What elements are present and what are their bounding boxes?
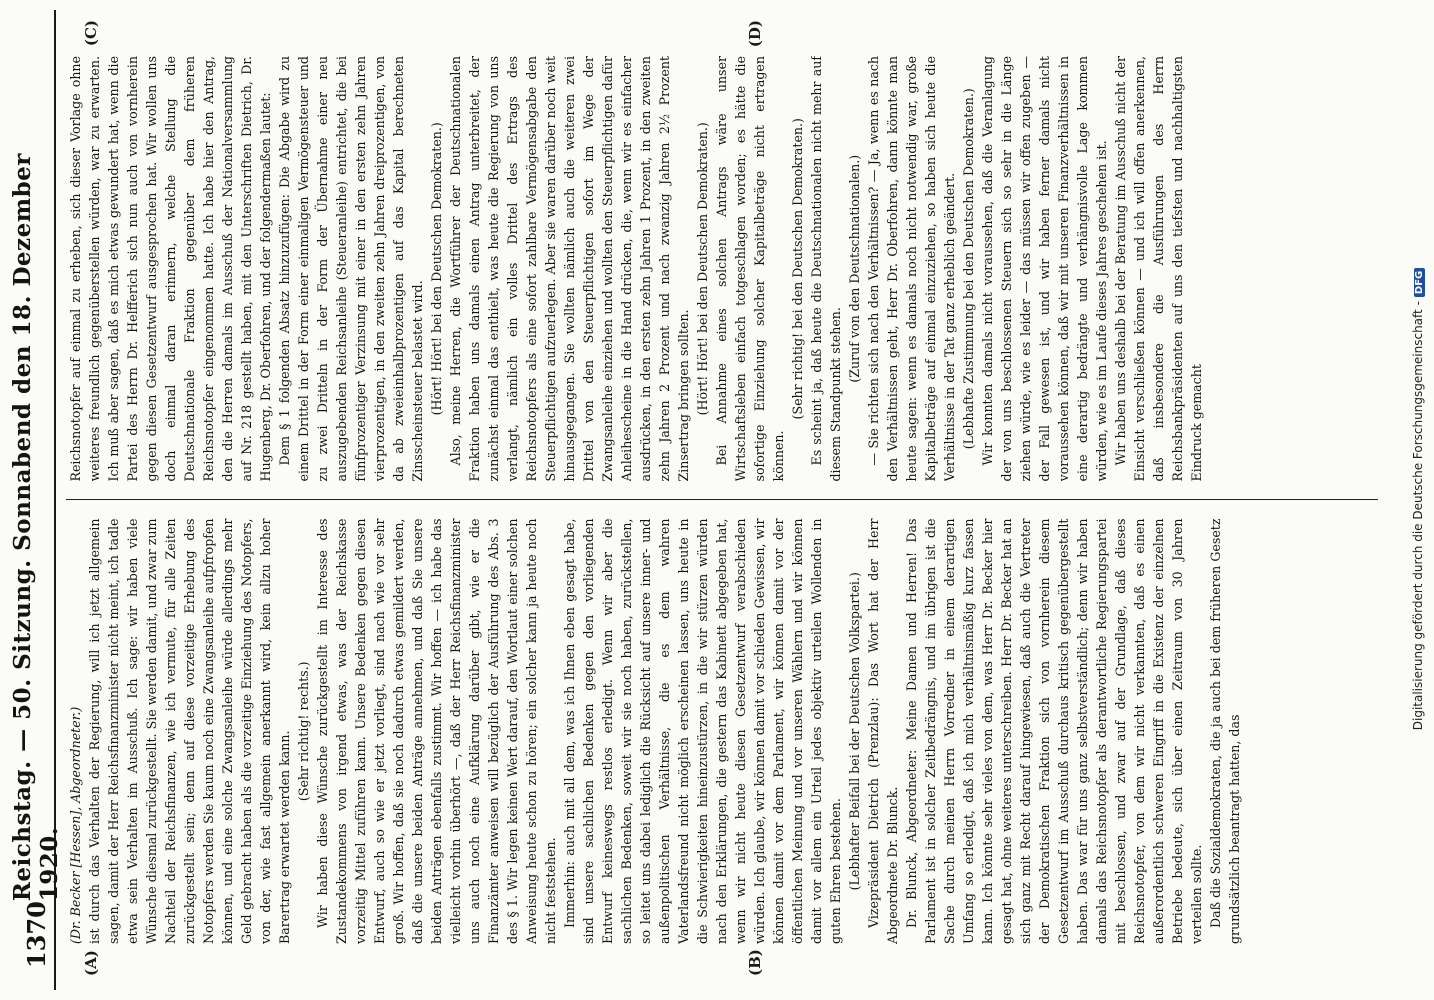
right-column (66, 56, 1378, 482)
margin-mark-c: (C) (82, 20, 100, 47)
page-title: Reichstag. — 50. Sitzung. Sonnabend den 18. Dezember 1920. (9, 153, 63, 902)
credit-label: Digitalisierung gefördert durch die Deutsche Forschungsgemeinschaft - (1411, 301, 1425, 731)
interjection: (Hört! Hört! bei den Deutschen Demokraten.) (695, 122, 710, 416)
interjection: (Sehr richtig! rechts.) (296, 661, 311, 802)
paragraph: Also, meine Herren, die Wortführer der Deutschnationalen Fraktion haben uns damals einen Antrag unterbreitet, der zunächst einmal das enthielt, was heute die Regierung von uns verlangt, nämlich ein volles Drittel des Ertrags des Reichsnotopfers als eine sofort zahlbare Vermögensabgabe den Steuerpflichtigen aufzuerlegen. Aber sie waren darüber noch weit hinausgegangen. Sie wollten nämlich auch die weiteren zwei Drittel von den Steuerpflichtigen sofort im Wege der Zwangsanleihe einziehen und wollten den Steuerpflichtigen dafür Anleihescheine in die Hand drücken, die, wenn wir es einfacher ausdrücken, in den ersten zehn Jahren 1 Prozent, in den zweiten zehn Jahren 2 Prozent und nach zwanzig Jahren 2½ Prozent Zinsertrag bringen sollten. (448, 56, 691, 482)
paragraph: Vizepräsident Dietrich (Prenzlau): Das Wort hat der Herr Abgeordnete Dr. Blunck. (866, 518, 900, 944)
interjection: (Lebhafter Beifall bei der Deutschen Volkspartei.) (847, 572, 862, 891)
paragraph: Wir konnten damals nicht voraussehen, daß die Veranlagung der von uns beschlossenen Steuern sich so sehr in die Länge ziehen würde, wie es leider — das müssen wir offen zugeben — der Fall gewesen ist, und wir haben ferner damals nicht voraussehen können, daß wir mit unseren Finanzverhältnissen in eine derartig bedrängte und verhängnisvolle Lage kommen würden, wie es im Laufe dieses Jahres geschehen ist. (980, 56, 1109, 482)
quoted-motion: Dem § 1 folgenden Absatz hinzuzufügen: Die Abgabe wird zu einem Drittel in der Form einer einmaligen Vermögensteuer und zu zwei Dritteln in der Form der Übernahme einer neu auszugebenden Reichsanleihe (Steueranleihe) entrichtet, die bei fünfprozentiger Verzinsung mit einer in den ersten zehn Jahren vierprozentigen, in den zweiten zehn Jahren dreiprozentigen, von da ab zweieinhalbprozentigen auf das Kapital berechneten Zinsscheinsteuer belastet wird. (277, 56, 425, 482)
paragraph: — Sie richten sich nach den Verhältnissen? — Ja, wenn es nach den Verhältnissen geht, Herr Dr. Oberfohren, dann könnte man heute sagen: wenn es damals noch nicht notwendig war, große Kapitalbeträge auf einmal einzuziehen, so haben sich heute die Verhältnisse in der Tat ganz erheblich geändert. (866, 56, 957, 482)
page-number: 1370 (21, 901, 51, 968)
margin-mark-a: (A) (82, 950, 100, 976)
margin-mark-d: (D) (746, 20, 764, 48)
paragraph: Immerhin: auch mit all dem, was ich Ihnen eben gesagt habe, sind unsere sachlichen Bedenken gegen den vorliegenden Entwurf keineswegs restlos erledigt. Wenn wir aber die sachlichen Bedenken, soweit wir sie noch haben, zurückstellen, so leitet uns dabei lediglich die Rücksicht auf unsere inner- und außenpolitischen Verhältnisse, die es dem wahren Vaterlandsfreund nicht möglich erscheinen lassen, uns heute in die Schwierigkeiten hineinzustürzen, in die wir stürzen würden nach den Erklärungen, die gestern das Kabinett abgegeben hat, wenn wir nicht heute diesen Gesetzentwurf verabschieden würden. Ich glaube, wir können damit vor schieden Gewissen, wir können damit vor dem Parlament, wir können damit vor der öffentlichen Meinung und vor unseren Wählern und wir können damit vor allem ein Urteil jedes objektiv urteilen Wollenden in guten Ehren bestehen. (562, 518, 843, 944)
paragraph: Wir haben diese Wünsche zurückgestellt im Interesse des Zustandekommens von irgend etwas, was der Reichskasse vorzeitig Mittel zuführen kann. Unsere Bedenken gegen diesen Entwurf, auch so wie er jetzt vorliegt, sind nach wie vor sehr groß. Wir hoffen, daß sie noch dadurch etwas gemildert werden, daß die unsere beiden Anträge annehmen, und daß Sie unsere beiden Anträgen ebenfalls zustimmt. Wir hoffen — ich habe das vielleicht vorhin überhört —, daß der Herr Reichsfinanzminister uns auch noch eine Aufklärung darüber gibt, wie er die Finanzämter anweisen will bezüglich der Ausführung des Abs. 3 des § 1. Wir legen keinen Wert darauf, den Wortlaut einer solchen Anweisung heute schon zu hören; ein solcher kann ja heute noch nicht feststehen. (315, 518, 558, 944)
paragraph: Daß die Sozialdemokraten, die ja auch bei dem früheren Gesetz grundsätzlich beantragt hatten, das (1208, 518, 1242, 944)
credit-text (1411, 9, 1425, 989)
interjection: (Lebhafte Zustimmung bei den Deutschen Demokraten.) (961, 88, 976, 450)
paragraph: Es scheint ja, daß heute die Deutschnationalen nicht mehr auf diesem Standpunkt stehen. (809, 56, 843, 482)
paragraph: Reichsnotopfer auf einmal zu erheben, sich dieser Vorlage ohne weiteres freundlich gegenüberstellen würden, war zu erwarten. Ich muß aber sagen, daß es mich etwas gewundert hat, wenn die Partei des Herrn Dr. Helfferich sich nun auch von vornherein gegen diesen Gesetzentwurf ausgesprochen hat. Wir wollen uns doch einmal daran erinnern, welche Stellung die Deutschnationale Fraktion gegenüber dem früheren Reichsnotopfer eingenommen hatte. Ich habe hier den Antrag, den die Herren damals im Ausschuß der Nationalversammlung auf Nr. 218 gestellt haben, mit den Unterschriften Dietrich, Dr. Hugenberg, Dr. Oberfohren, und der folgendermaßen lautet: (68, 56, 273, 482)
paragraph: ist durch das Verhalten der Regierung, will ich jetzt allgemein sagen, damit der Herr Reichsfinanzminister nicht meint, ich tadle etwa sein Verhalten im Ausschuß. Ich sage: wir haben viele Wünsche diesmal zurückgestellt. Sie werden damit, und zwar zum Nachteil der Reichsfinanzen, wie ich vermute, für alle Zeiten zurückgestellt sein; denn auf diese vorzeitige Erhebung des Notopfers werden Sie kaum noch eine Zwangsanleihe aufpfropfen können, und eine solche Zwangsanleihe würde allerdings mehr Geld gebracht haben als die vorzeitige Einziehung des Notopfers, von der, wie fast allgemein anerkannt wird, kein allzu hoher Barertrag erwartet werden kann. (87, 518, 292, 944)
text-columns (66, 56, 1378, 944)
paragraph: Dr. Blunck, Abgeordneter: Meine Damen und Herren! Das Parlament ist in solcher Zeitbedrängnis, und im übrigen ist die Sache durch meinen Herrn Vorredner in einem derartigen Umfang so erledigt, daß ich mich verhältnismäßig kurz fassen kann. Ich könnte sehr vieles von dem, was Herr Dr. Becker hier gesagt hat, ohne weiteres unterschreiben. Herr Dr. Becker hat an sich ganz mit Recht darauf hingewiesen, daß auch die Vertreter der Demokratischen Fraktion sich von vornherein diesem Gesetzentwurf im Ausschuß durchaus kritisch gegenübergestellt haben. Das war für uns ganz selbstverständlich; denn wir haben damals das Reichsnotopfer als derantwortliche Regierungspartei mit beschlossen, und zwar auf der Grundlage, daß dieses Reichsnotopfer, von dem wir nicht verkannten, daß es einen außerordentlich schweren Eingriff in die Existenz der einzelnen Betriebe bedeute, sich über einen Zeitraum von 30 Jahren verteilen sollte. (904, 518, 1204, 944)
paragraph: Bei Annahme eines solchen Antrags wäre unser Wirtschaftsleben einfach totgeschlagen worden; es hätte die sofortige Einziehung solcher Kapitalbeträge nicht ertragen können. (714, 56, 786, 482)
interjection: (Sehr richtig! bei den Deutschen Demokraten.) (790, 118, 805, 420)
rotated-page (4, 10, 1396, 990)
speaker-tag: (Dr. Becker [Hessen], Abgeordneter.) (68, 706, 83, 944)
margin-mark-b: (B) (746, 949, 764, 976)
column-divider (66, 500, 1378, 501)
left-column (66, 519, 1378, 945)
interjection: (Hört! Hört! bei den Deutschen Demokraten.) (429, 122, 444, 416)
digitization-credit (1408, 0, 1428, 1000)
page-header (9, 10, 63, 990)
interjection: (Zuruf von den Deutschnationalen.) (847, 154, 862, 383)
paragraph: Wir haben uns deshalb bei der Beratung im Ausschuß nicht der Einsicht verschließen können — und ich will offen anerkennen, daß insbesondere die Ausführungen des Herrn Reichsbankpräsidenten auf uns den tiefsten und nachhaltigsten Eindruck gemacht (1113, 56, 1204, 482)
dfg-logo: DFG (1414, 268, 1425, 297)
